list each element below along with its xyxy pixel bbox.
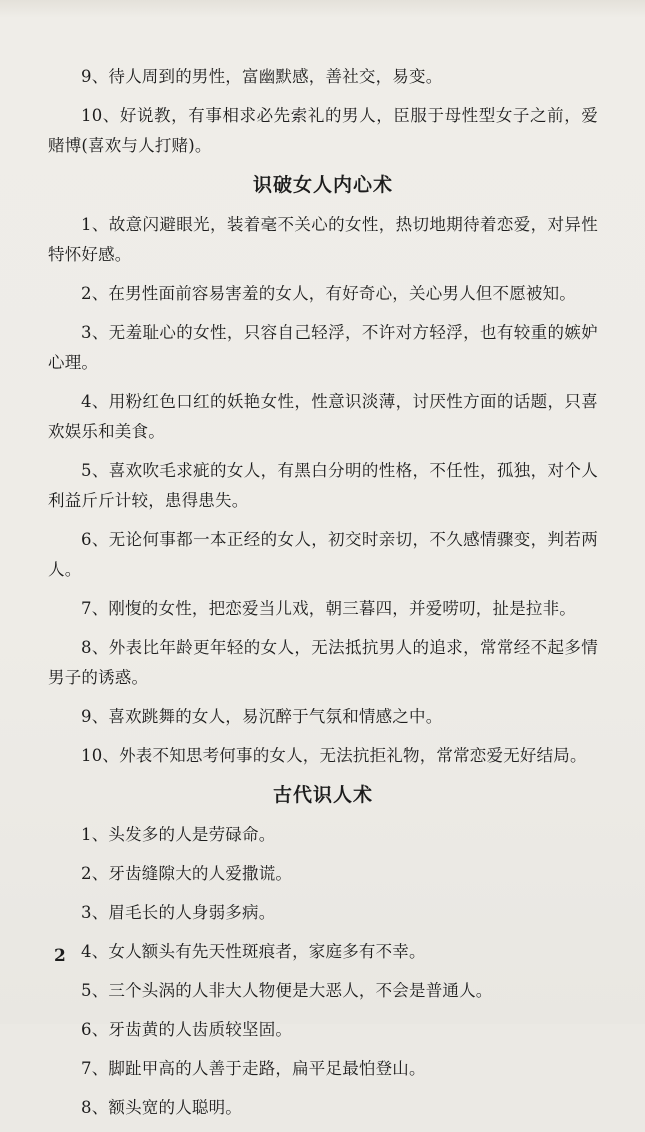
page-content	[48, 62, 598, 1132]
section-title: 古代识人术	[272, 784, 373, 806]
list-item: 1、头发多的人是劳碌命。	[81, 825, 276, 844]
list-item: 6、牙齿黄的人齿质较坚固。	[81, 1020, 293, 1039]
list-item: 10、外表不知思考何事的女人，无法抗拒礼物，常常恋爱无好结局。	[81, 746, 587, 765]
list-item: 2、在男性面前容易害羞的女人，有好奇心，关心男人但不愿被知。	[81, 284, 576, 303]
list-item: 3、眉毛长的人身弱多病。	[81, 903, 276, 922]
paragraph: 10、好说教，有事相求必先索礼的男人，臣服于母性型女子之前，爱赌博(喜欢与人打赌)。	[48, 106, 598, 155]
list-item: 6、无论何事都一本正经的女人，初交时亲切，不久感情骤变，判若两人。	[48, 530, 598, 579]
list-item: 7、刚愎的女性，把恋爱当儿戏，朝三暮四，并爱唠叨，扯是拉非。	[81, 599, 576, 618]
paragraph: 9、待人周到的男性，富幽默感，善社交，易变。	[81, 67, 443, 86]
list-item: 4、女人额头有先天性斑痕者，家庭多有不幸。	[81, 942, 426, 961]
list-item: 9、喜欢跳舞的女人，易沉醉于气氛和情感之中。	[81, 707, 443, 726]
list-item: 3、无羞耻心的女性，只容自己轻浮，不许对方轻浮，也有较重的嫉妒心理。	[48, 323, 598, 372]
list-item: 4、用粉红色口红的妖艳女性，性意识淡薄，讨厌性方面的话题，只喜欢娱乐和美食。	[48, 392, 598, 441]
list-item: 8、额头宽的人聪明。	[81, 1098, 242, 1117]
list-item: 8、外表比年龄更年轻的女人，无法抵抗男人的追求，常常经不起多情男子的诱惑。	[48, 638, 598, 687]
list-item: 7、脚趾甲高的人善于走路，扁平足最怕登山。	[81, 1059, 426, 1078]
page-number: 2	[54, 946, 66, 966]
list-item: 1、故意闪避眼光，装着毫不关心的女性，热切地期待着恋爱，对异性特怀好感。	[48, 215, 598, 264]
section-ancient-methods	[48, 780, 598, 1123]
list-item: 5、三个头涡的人非大人物便是大恶人，不会是普通人。	[81, 981, 493, 1000]
section-reading-women	[48, 170, 598, 771]
section-title: 识破女人内心术	[252, 174, 393, 196]
list-item: 5、喜欢吹毛求疵的女人，有黑白分明的性格，不任性，孤独，对个人利益斤斤计较，患得患失。	[48, 461, 598, 510]
list-item: 2、牙齿缝隙大的人爱撒谎。	[81, 864, 293, 883]
